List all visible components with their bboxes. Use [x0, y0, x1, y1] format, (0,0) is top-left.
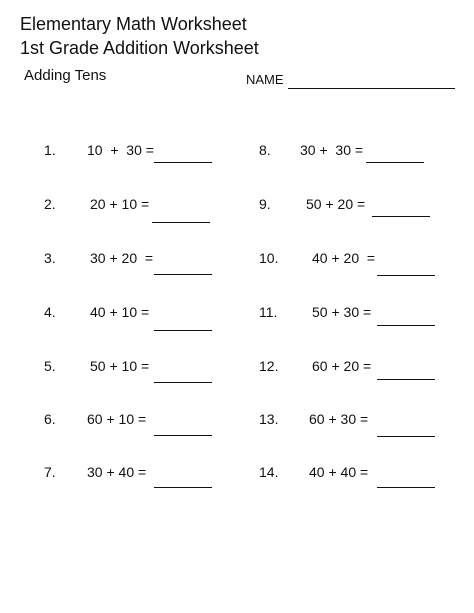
problem-expression: 40 + 40 = — [309, 464, 369, 480]
answer-blank-6[interactable] — [154, 435, 212, 436]
answer-blank-10[interactable] — [377, 275, 435, 276]
problem-number: 5. — [44, 358, 56, 374]
answer-blank-12[interactable] — [377, 379, 435, 380]
worksheet-title: Elementary Math Worksheet — [20, 14, 247, 34]
answer-blank-14[interactable] — [377, 487, 435, 488]
problem-expression: 40 + 20 = — [312, 250, 376, 266]
worksheet-subtitle: 1st Grade Addition Worksheet — [20, 38, 259, 58]
problem-expression: 30 + 40 = — [87, 464, 147, 480]
problem-number: 2. — [44, 196, 56, 212]
answer-blank-4[interactable] — [154, 330, 212, 331]
problem-number: 10. — [259, 250, 279, 266]
problem-expression: 30 + 30 = — [300, 142, 364, 158]
answer-blank-8[interactable] — [366, 162, 424, 163]
answer-blank-2[interactable] — [152, 222, 210, 223]
problem-expression: 30 + 20 = — [90, 250, 154, 266]
answer-blank-7[interactable] — [154, 487, 212, 488]
problem-expression: 50 + 30 = — [312, 304, 372, 320]
name-label: NAME — [246, 72, 284, 87]
section-title: Adding Tens — [24, 67, 107, 84]
problem-expression: 50 + 10 = — [90, 358, 150, 374]
name-field[interactable] — [288, 88, 455, 89]
answer-blank-1[interactable] — [154, 162, 212, 163]
answer-blank-11[interactable] — [377, 325, 435, 326]
answer-blank-3[interactable] — [154, 274, 212, 275]
answer-blank-5[interactable] — [154, 382, 212, 383]
problem-number: 8. — [259, 142, 271, 158]
problem-number: 13. — [259, 411, 279, 427]
answer-blank-13[interactable] — [377, 436, 435, 437]
problem-expression: 50 + 20 = — [306, 196, 366, 212]
problem-expression: 60 + 10 = — [87, 411, 147, 427]
problem-number: 7. — [44, 464, 56, 480]
problem-expression: 60 + 20 = — [312, 358, 372, 374]
problem-number: 12. — [259, 358, 279, 374]
problem-number: 14. — [259, 464, 279, 480]
problem-expression: 60 + 30 = — [309, 411, 369, 427]
problem-expression: 20 + 10 = — [90, 196, 150, 212]
problem-expression: 10 + 30 = — [87, 142, 154, 158]
answer-blank-9[interactable] — [372, 216, 430, 217]
problem-number: 9. — [259, 196, 271, 212]
problem-number: 4. — [44, 304, 56, 320]
problem-number: 11. — [259, 304, 278, 320]
problem-expression: 40 + 10 = — [90, 304, 150, 320]
problem-number: 3. — [44, 250, 56, 266]
problem-number: 6. — [44, 411, 56, 427]
problem-number: 1. — [44, 142, 56, 158]
